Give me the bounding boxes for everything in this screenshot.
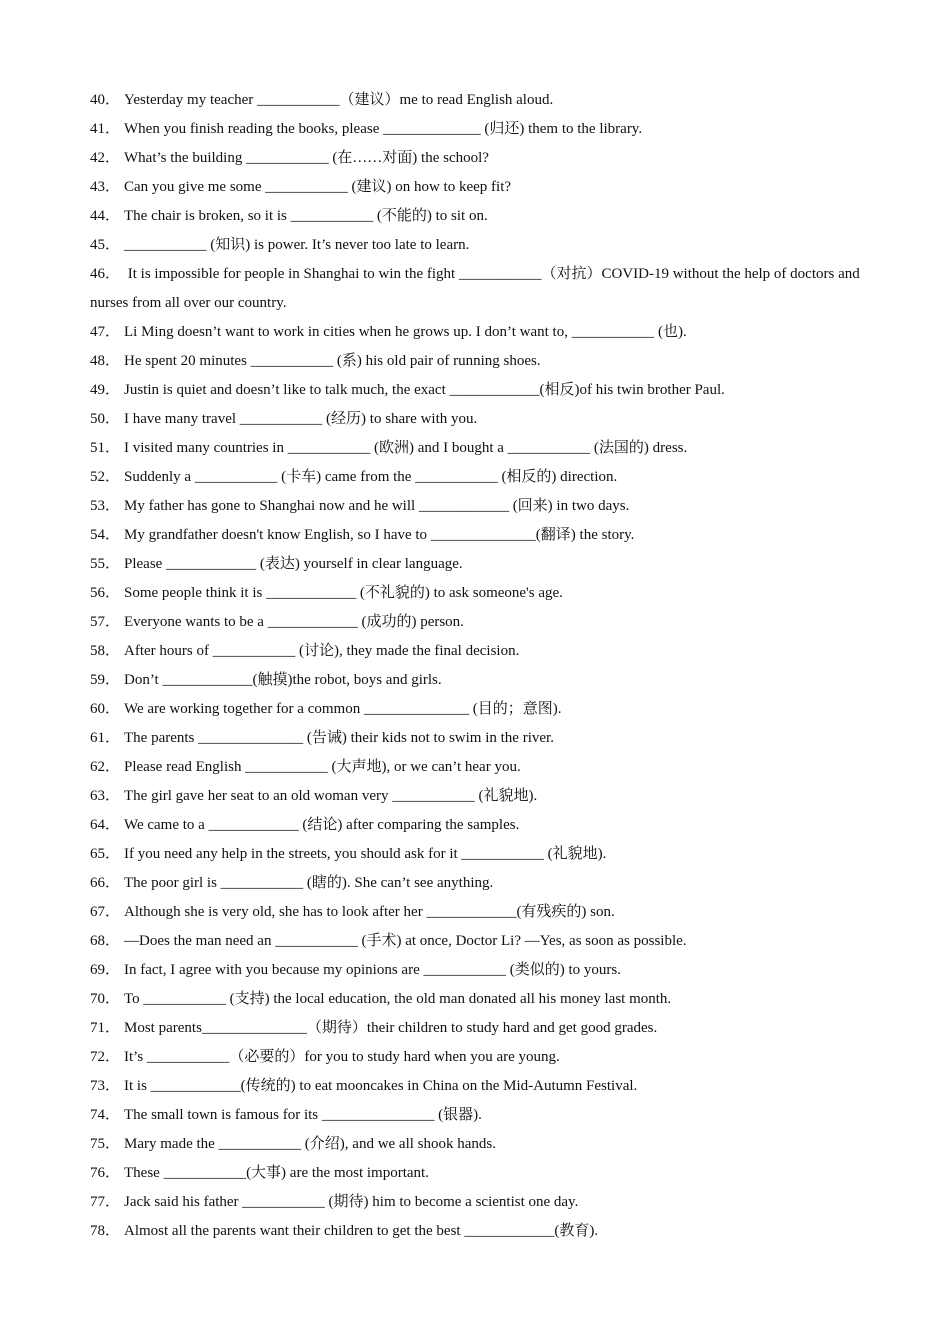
question-number: 53． (90, 498, 121, 514)
question-item (90, 956, 865, 985)
question-text: It is ____________(传统的) to eat mooncakes in China on the Mid-Autumn Festival. (124, 1078, 638, 1094)
question-item (90, 1130, 865, 1159)
question-text: We came to a ____________ (结论) after comparing the samples. (124, 817, 520, 833)
question-text: ___________ (知识) is power. It’s never too late to learn. (124, 237, 470, 253)
question-text: It’s ___________（必要的）for you to study hard when you are young. (124, 1049, 560, 1065)
question-text: When you finish reading the books, please _____________ (归还) them to the library. (124, 121, 643, 137)
question-number: 67． (90, 904, 121, 920)
question-item (90, 173, 865, 202)
question-item (90, 927, 865, 956)
question-number: 57． (90, 614, 121, 630)
question-number: 48． (90, 353, 121, 369)
question-number: 54． (90, 527, 121, 543)
question-text: The girl gave her seat to an old woman very ___________ (礼貌地). (124, 788, 538, 804)
question-item (90, 1159, 865, 1188)
question-number: 44． (90, 208, 121, 224)
question-number: 62． (90, 759, 121, 775)
question-item (90, 898, 865, 927)
question-number: 55． (90, 556, 121, 572)
question-number: 46． (90, 266, 121, 282)
question-number: 74． (90, 1107, 121, 1123)
question-text: The small town is famous for its _______________ (银器). (124, 1107, 482, 1123)
question-number: 69． (90, 962, 121, 978)
question-text: The parents ______________ (告诫) their kids not to swim in the river. (124, 730, 554, 746)
question-text: Jack said his father ___________ (期待) him to become a scientist one day. (124, 1194, 579, 1210)
question-item (90, 521, 865, 550)
question-text: Can you give me some ___________ (建议) on how to keep fit? (124, 179, 512, 195)
question-item (90, 492, 865, 521)
question-number: 61． (90, 730, 121, 746)
question-text: Please ____________ (表达) yourself in clear language. (124, 556, 463, 572)
question-item (90, 985, 865, 1014)
question-number: 41． (90, 121, 121, 137)
question-number: 68． (90, 933, 121, 949)
question-number: 72． (90, 1049, 121, 1065)
question-text: Almost all the parents want their children to get the best ____________(教育). (124, 1223, 599, 1239)
question-text: To ___________ (支持) the local education, the old man donated all his money last month. (124, 991, 672, 1007)
question-text: We are working together for a common ______________ (目的；意图). (124, 701, 562, 717)
question-item (90, 86, 865, 115)
question-item (90, 1014, 865, 1043)
question-number: 40． (90, 92, 121, 108)
question-item (90, 608, 865, 637)
question-item (90, 115, 865, 144)
question-item (90, 869, 865, 898)
question-number: 49． (90, 382, 121, 398)
question-number: 66． (90, 875, 121, 891)
question-list (90, 86, 865, 1246)
question-item (90, 666, 865, 695)
question-item (90, 579, 865, 608)
question-item (90, 434, 865, 463)
question-number: 45． (90, 237, 121, 253)
question-item (90, 1072, 865, 1101)
question-number: 51． (90, 440, 121, 456)
question-number: 43． (90, 179, 121, 195)
question-item (90, 260, 865, 318)
question-text: If you need any help in the streets, you should ask for it ___________ (礼貌地). (124, 846, 607, 862)
question-item (90, 347, 865, 376)
question-number: 59． (90, 672, 121, 688)
question-number: 58． (90, 643, 121, 659)
question-number: 65． (90, 846, 121, 862)
question-number: 64． (90, 817, 121, 833)
question-text: Although she is very old, she has to look after her ____________(有残疾的) son. (124, 904, 615, 920)
question-text: Everyone wants to be a ____________ (成功的) person. (124, 614, 464, 630)
question-item (90, 1043, 865, 1072)
question-item (90, 753, 865, 782)
question-item (90, 405, 865, 434)
question-number: 75． (90, 1136, 121, 1152)
question-text: He spent 20 minutes ___________ (系) his old pair of running shoes. (124, 353, 541, 369)
question-item (90, 550, 865, 579)
question-text: I visited many countries in ___________ (欧洲) and I bought a ___________ (法国的) dress. (124, 440, 688, 456)
question-item (90, 811, 865, 840)
question-number: 77． (90, 1194, 121, 1210)
question-item (90, 782, 865, 811)
question-text: Some people think it is ____________ (不礼貌的) to ask someone's age. (124, 585, 563, 601)
question-number: 50． (90, 411, 121, 427)
question-item (90, 1217, 865, 1246)
question-number: 78． (90, 1223, 121, 1239)
question-text: What’s the building ___________ (在……对面) the school? (124, 150, 489, 166)
question-text: Suddenly a ___________ (卡车) came from the ___________ (相反的) direction. (124, 469, 618, 485)
question-item (90, 463, 865, 492)
question-text: Most parents______________（期待）their children to study hard and get good grades. (124, 1020, 658, 1036)
question-text: The chair is broken, so it is ___________ (不能的) to sit on. (124, 208, 488, 224)
question-item (90, 318, 865, 347)
question-text: The poor girl is ___________ (瞎的). She can’t see anything. (124, 875, 494, 891)
question-number: 73． (90, 1078, 121, 1094)
question-text: It is impossible for people in Shanghai to win the fight ___________（对抗）COVID-19 without the help of doctors and nurses from all over our country. (90, 266, 860, 311)
question-item (90, 724, 865, 753)
question-item (90, 202, 865, 231)
question-text: My grandfather doesn't know English, so I have to ______________(翻译) the story. (124, 527, 635, 543)
question-text: After hours of ___________ (讨论), they made the final decision. (124, 643, 520, 659)
question-number: 60． (90, 701, 121, 717)
question-item (90, 1188, 865, 1217)
question-text: Li Ming doesn’t want to work in cities when he grows up. I don’t want to, ___________ (也). (124, 324, 687, 340)
question-text: Yesterday my teacher ___________（建议）me to read English aloud. (124, 92, 554, 108)
question-item (90, 637, 865, 666)
question-text: I have many travel ___________ (经历) to share with you. (124, 411, 478, 427)
question-number: 56． (90, 585, 121, 601)
question-text: These ___________(大事) are the most important. (124, 1165, 429, 1181)
question-number: 52． (90, 469, 121, 485)
question-text: In fact, I agree with you because my opinions are ___________ (类似的) to yours. (124, 962, 621, 978)
question-number: 70． (90, 991, 121, 1007)
question-number: 42． (90, 150, 121, 166)
question-text: Please read English ___________ (大声地), or we can’t hear you. (124, 759, 521, 775)
question-text: Mary made the ___________ (介绍), and we all shook hands. (124, 1136, 497, 1152)
question-item (90, 231, 865, 260)
question-text: Don’t ____________(触摸)the robot, boys and girls. (124, 672, 442, 688)
question-text: My father has gone to Shanghai now and he will ____________ (回来) in two days. (124, 498, 630, 514)
question-text: Justin is quiet and doesn’t like to talk much, the exact ____________(相反)of his twin brother Paul. (124, 382, 725, 398)
question-number: 71． (90, 1020, 121, 1036)
question-item (90, 695, 865, 724)
question-item (90, 376, 865, 405)
question-number: 47． (90, 324, 121, 340)
question-number: 76． (90, 1165, 121, 1181)
question-item (90, 144, 865, 173)
question-item (90, 1101, 865, 1130)
question-item (90, 840, 865, 869)
question-text: —Does the man need an ___________ (手术) at once, Doctor Li? —Yes, as soon as possible. (124, 933, 687, 949)
question-number: 63． (90, 788, 121, 804)
